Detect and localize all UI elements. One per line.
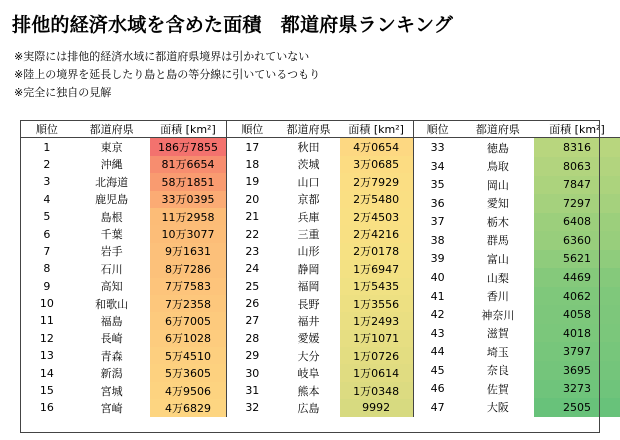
rank-cell: 40 (430, 271, 445, 285)
prefecture-cell: 滋賀 (486, 327, 509, 341)
prefecture-cell: 大分 (297, 349, 320, 363)
table-row (414, 361, 620, 380)
prefecture-cell: 香川 (486, 290, 509, 304)
rank-cell: 15 (39, 384, 54, 398)
area-cell: 9992 (340, 399, 413, 416)
rank-cell: 31 (245, 384, 260, 398)
prefecture-cell: 徳島 (486, 141, 509, 155)
area-cell: 1万1071 (340, 330, 413, 347)
area-cell: 2万7929 (340, 173, 413, 190)
rank-cell: 43 (430, 326, 445, 340)
rank-cell: 47 (430, 400, 445, 414)
prefecture-cell: 愛知 (486, 197, 509, 211)
note-line: ※完全に独自の見解 (14, 86, 112, 99)
table-row (20, 243, 227, 260)
table-row (20, 191, 227, 208)
area-cell: 2万4503 (340, 208, 413, 225)
ranking-table-1 (20, 120, 227, 417)
notes (14, 48, 320, 102)
prefecture-cell: 神奈川 (481, 308, 515, 322)
rank-cell: 21 (245, 210, 260, 224)
prefecture-cell: 千葉 (100, 228, 123, 242)
rank-cell: 23 (245, 244, 260, 258)
header-area: 面積 [km²] (534, 120, 620, 138)
area-cell: 4万0654 (340, 138, 413, 156)
prefecture-cell: 東京 (100, 141, 123, 155)
table-row (414, 342, 620, 361)
area-cell: 7297 (534, 194, 620, 213)
rank-cell: 33 (430, 141, 445, 155)
table-header-row (414, 120, 620, 138)
prefecture-cell: 熊本 (297, 384, 320, 398)
table-row (20, 208, 227, 225)
rank-cell: 8 (43, 262, 51, 276)
area-cell: 1万5435 (340, 278, 413, 295)
table-row (227, 208, 413, 225)
rank-cell: 44 (430, 345, 445, 359)
table-row (414, 380, 620, 399)
prefecture-cell: 富山 (486, 252, 509, 266)
rank-cell: 3 (43, 175, 51, 189)
table-row (227, 260, 413, 277)
table-row (20, 347, 227, 364)
header-prefecture: 都道府県 (74, 120, 150, 138)
rank-cell: 10 (39, 297, 54, 311)
prefecture-cell: 長崎 (100, 332, 123, 346)
prefecture-cell: 栃木 (486, 215, 509, 229)
table-row (20, 364, 227, 381)
prefecture-cell: 埼玉 (486, 345, 509, 359)
table-row (227, 399, 413, 416)
area-cell: 1万6947 (340, 260, 413, 277)
rank-cell: 35 (430, 178, 445, 192)
table-row (20, 295, 227, 312)
page-title: 排他的経済水域を含めた面積 都道府県ランキング (12, 14, 454, 36)
prefecture-cell: 福島 (100, 314, 123, 328)
rank-cell: 5 (43, 210, 51, 224)
prefecture-cell: 北海道 (95, 175, 129, 189)
table-row (20, 278, 227, 295)
rank-cell: 20 (245, 192, 260, 206)
prefecture-cell: 石川 (100, 262, 123, 276)
header-area: 面積 [km²] (340, 120, 413, 138)
rank-cell: 19 (245, 175, 260, 189)
area-cell: 4018 (534, 324, 620, 343)
rank-cell: 18 (245, 157, 260, 171)
area-cell: 1万0348 (340, 382, 413, 399)
area-cell: 10万3077 (150, 225, 227, 242)
rank-cell: 14 (39, 366, 54, 380)
area-cell: 7万7583 (150, 278, 227, 295)
prefecture-cell: 高知 (100, 280, 123, 294)
prefecture-cell: 奈良 (486, 364, 509, 378)
prefecture-cell: 大阪 (486, 401, 509, 415)
table-row (414, 231, 620, 250)
header-rank: 順位 (414, 120, 462, 138)
table-row (227, 156, 413, 173)
area-cell: 1万0614 (340, 364, 413, 381)
prefecture-cell: 山梨 (486, 271, 509, 285)
prefecture-cell: 岡山 (486, 178, 509, 192)
area-cell: 7万2358 (150, 295, 227, 312)
table-row (227, 191, 413, 208)
table-row (227, 312, 413, 329)
prefecture-cell: 群馬 (486, 234, 509, 248)
area-cell: 4万9506 (150, 382, 227, 399)
rank-cell: 7 (43, 244, 51, 258)
rank-cell: 32 (245, 401, 260, 415)
header-prefecture: 都道府県 (277, 120, 340, 138)
prefecture-cell: 福井 (297, 314, 320, 328)
prefecture-cell: 秋田 (297, 141, 320, 155)
rank-cell: 13 (39, 349, 54, 363)
rank-cell: 27 (245, 314, 260, 328)
rank-cell: 30 (245, 366, 260, 380)
table-row (20, 156, 227, 173)
table-row (227, 225, 413, 242)
area-cell: 5万3605 (150, 364, 227, 381)
prefecture-cell: 宮城 (100, 384, 123, 398)
prefecture-cell: 静岡 (297, 262, 320, 276)
area-cell: 3695 (534, 361, 620, 380)
table-row (20, 138, 227, 156)
rank-cell: 11 (39, 314, 54, 328)
rank-cell: 39 (430, 252, 445, 266)
table-row (227, 173, 413, 190)
rank-cell: 26 (245, 297, 260, 311)
prefecture-cell: 京都 (297, 193, 320, 207)
area-cell: 81万6654 (150, 156, 227, 173)
table-header-row (20, 120, 227, 138)
prefecture-cell: 岐阜 (297, 367, 320, 381)
table-row (414, 157, 620, 176)
rank-cell: 45 (430, 363, 445, 377)
rank-cell: 29 (245, 349, 260, 363)
table-row (227, 138, 413, 156)
table-row (414, 194, 620, 213)
area-cell: 3797 (534, 342, 620, 361)
rank-cell: 4 (43, 192, 51, 206)
rank-cell: 37 (430, 215, 445, 229)
table-row (414, 324, 620, 343)
table-row (227, 382, 413, 399)
rank-cell: 17 (245, 140, 260, 154)
area-cell: 5621 (534, 250, 620, 269)
area-cell: 33万0395 (150, 191, 227, 208)
area-cell: 7847 (534, 176, 620, 195)
area-cell: 1万0726 (340, 347, 413, 364)
note-line: ※実際には排他的経済水域に都道府県境界は引かれていない (14, 50, 310, 63)
ranking-table-3 (414, 120, 620, 417)
table-row (20, 399, 227, 416)
table-header-row (227, 120, 413, 138)
rank-cell: 42 (430, 308, 445, 322)
table-row (20, 260, 227, 277)
table-row (414, 176, 620, 195)
table-row (227, 330, 413, 347)
rank-cell: 22 (245, 227, 260, 241)
table-row (20, 225, 227, 242)
rank-cell: 41 (430, 289, 445, 303)
area-cell: 2万4216 (340, 225, 413, 242)
area-cell: 6万1028 (150, 330, 227, 347)
prefecture-cell: 山口 (297, 175, 320, 189)
rank-cell: 24 (245, 262, 260, 276)
rank-cell: 36 (430, 196, 445, 210)
rank-cell: 6 (43, 227, 51, 241)
area-cell: 6360 (534, 231, 620, 250)
table-row (414, 287, 620, 306)
prefecture-cell: 宮崎 (100, 401, 123, 415)
table-row (414, 268, 620, 287)
table-row (414, 213, 620, 232)
header-area: 面積 [km²] (150, 120, 227, 138)
table-row (227, 295, 413, 312)
table-row (227, 243, 413, 260)
ranking-table-2 (227, 120, 413, 417)
prefecture-cell: 兵庫 (297, 210, 320, 224)
table-row (20, 312, 227, 329)
rank-cell: 28 (245, 331, 260, 345)
header-prefecture: 都道府県 (462, 120, 534, 138)
table-row (227, 347, 413, 364)
table-row (20, 173, 227, 190)
prefecture-cell: 福岡 (297, 280, 320, 294)
prefecture-cell: 佐賀 (486, 382, 509, 396)
area-cell: 4万6829 (150, 399, 227, 416)
prefecture-cell: 長野 (297, 297, 320, 311)
header-rank: 順位 (227, 120, 277, 138)
rank-cell: 1 (43, 140, 51, 154)
area-cell: 3273 (534, 380, 620, 399)
area-cell: 8万7286 (150, 260, 227, 277)
area-cell: 8316 (534, 138, 620, 157)
rank-cell: 25 (245, 279, 260, 293)
area-cell: 6万7005 (150, 312, 227, 329)
rank-cell: 12 (39, 331, 54, 345)
rank-cell: 16 (39, 401, 54, 415)
rank-cell: 9 (43, 279, 51, 293)
area-cell: 1万3556 (340, 295, 413, 312)
prefecture-cell: 岩手 (100, 245, 123, 259)
prefecture-cell: 島根 (100, 210, 123, 224)
prefecture-cell: 鳥取 (486, 160, 509, 174)
table-row (414, 138, 620, 157)
table-row (414, 305, 620, 324)
area-cell: 186万7855 (150, 138, 227, 156)
prefecture-cell: 広島 (297, 401, 320, 415)
area-cell: 9万1631 (150, 243, 227, 260)
rank-cell: 38 (430, 233, 445, 247)
area-cell: 2万0178 (340, 243, 413, 260)
prefecture-cell: 和歌山 (95, 297, 129, 311)
area-cell: 1万2493 (340, 312, 413, 329)
prefecture-cell: 三重 (297, 228, 320, 242)
table-row (20, 330, 227, 347)
prefecture-cell: 青森 (100, 349, 123, 363)
header-rank: 順位 (20, 120, 74, 138)
area-cell: 4062 (534, 287, 620, 306)
prefecture-cell: 愛媛 (297, 332, 320, 346)
area-cell: 3万0685 (340, 156, 413, 173)
area-cell: 8063 (534, 157, 620, 176)
prefecture-cell: 新潟 (100, 367, 123, 381)
prefecture-cell: 鹿児島 (95, 193, 129, 207)
area-cell: 11万2958 (150, 208, 227, 225)
table-row (227, 278, 413, 295)
rank-cell: 34 (430, 159, 445, 173)
area-cell: 6408 (534, 213, 620, 232)
table-row (414, 398, 620, 417)
rank-cell: 2 (43, 157, 51, 171)
prefecture-cell: 沖縄 (100, 158, 123, 172)
table-row (414, 250, 620, 269)
note-line: ※陸上の境界を延長したり島と島の等分線に引いているつもり (14, 68, 321, 81)
ranking-tables (20, 120, 620, 417)
area-cell: 4058 (534, 305, 620, 324)
area-cell: 2万5480 (340, 191, 413, 208)
table-row (227, 364, 413, 381)
area-cell: 4469 (534, 268, 620, 287)
prefecture-cell: 茨城 (297, 158, 320, 172)
table-row (20, 382, 227, 399)
area-cell: 2505 (534, 398, 620, 417)
prefecture-cell: 山形 (297, 245, 320, 259)
area-cell: 5万4510 (150, 347, 227, 364)
area-cell: 58万1851 (150, 173, 227, 190)
rank-cell: 46 (430, 382, 445, 396)
